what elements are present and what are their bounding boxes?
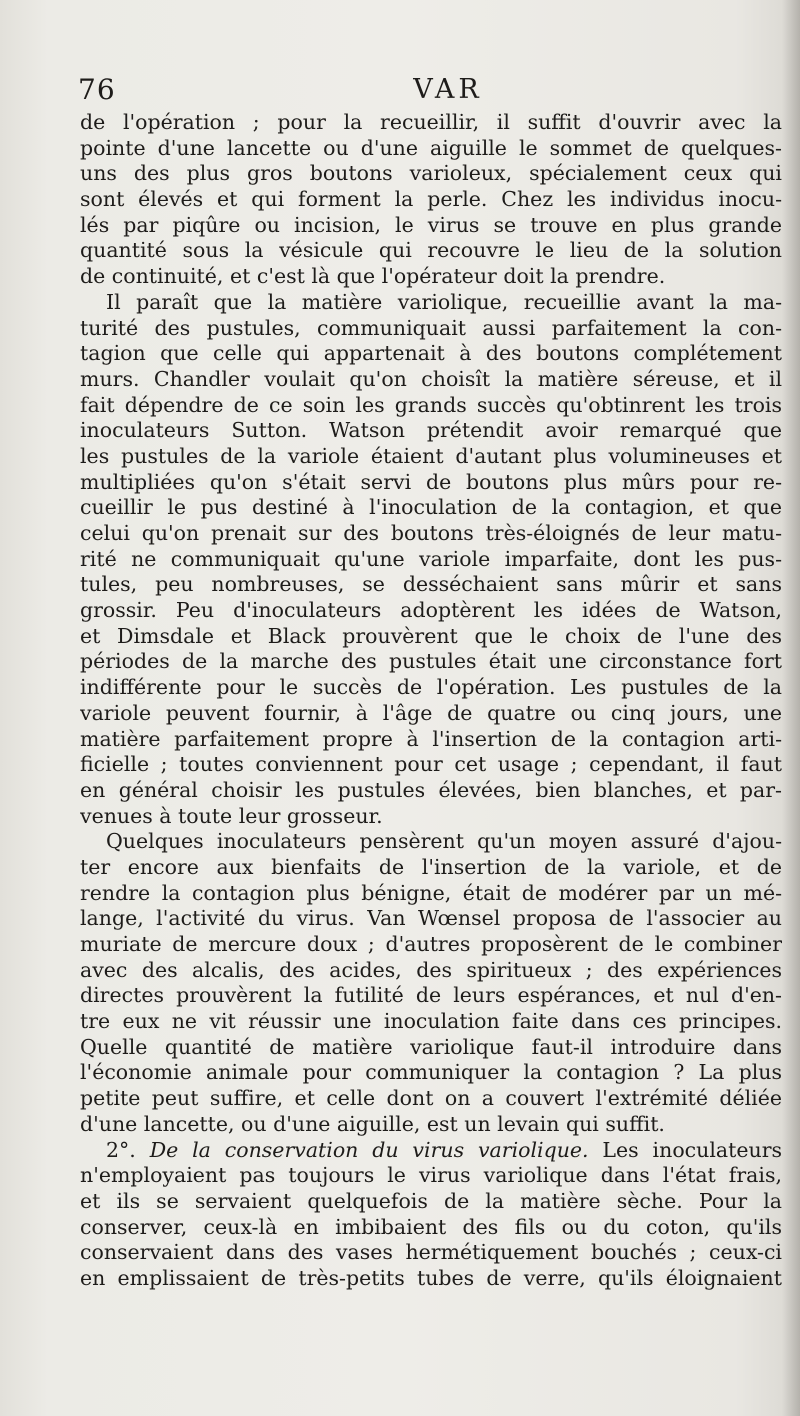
paragraph [80, 1138, 782, 1292]
paragraph [80, 290, 782, 829]
text-line: n'employaient pas toujours le virus variolique dans l'état frais, [80, 1163, 782, 1188]
text-line: et ils se servaient quelquefois de la matière sèche. Pour la [80, 1188, 782, 1213]
section-title: De la conservation du virus variolique. [149, 1137, 589, 1162]
text-line: celui qu'on prenait sur des boutons très-éloignés de leur matu- [80, 521, 782, 545]
text-line: tules, peu nombreuses, se desséchaient sans mûrir et sans [80, 572, 782, 597]
text-line: sont élevés et qui forment la perle. Chez les individus inocu- [80, 187, 782, 212]
section-lead-text: Les inoculateurs [588, 1137, 782, 1162]
text-line: uns des plus gros boutons varioleux, spécialement ceux qui [80, 161, 782, 186]
text-line: muriate de mercure doux ; d'autres proposèrent de le combiner [80, 932, 782, 956]
text-line: pointe d'une lancette ou d'une aiguille le sommet de quelques- [80, 135, 782, 160]
text-line: petite peut suffire, et celle dont on a couvert l'extrémité déliée [80, 1086, 782, 1111]
text-line: tre eux ne vit réussir une inoculation faite dans ces principes. [80, 1009, 782, 1034]
text-line: Il paraît que la matière variolique, recueillie avant la ma- [106, 289, 782, 314]
text-line: turité des pustules, communiquait aussi parfaitement la con- [80, 315, 782, 340]
text-line: cueillir le pus destiné à l'inoculation de la contagion, et que [80, 495, 782, 520]
text-line: grossir. Peu d'inoculateurs adoptèrent les idées de Watson, [80, 598, 782, 623]
text-line: quantité sous la vésicule qui recouvre le lieu de la solution [80, 238, 782, 263]
running-head: VAR [413, 74, 483, 105]
text-line: rendre la contagion plus bénigne, était de modérer par un mé- [80, 880, 782, 905]
text-line: lés par piqûre ou incision, le virus se trouve en plus grande [80, 212, 782, 237]
text-line: ter encore aux bienfaits de l'insertion de la variole, et de [80, 854, 782, 879]
text-line: inoculateurs Sutton. Watson prétendit avoir remarqué que [80, 418, 782, 443]
text-line: de l'opération ; pour la recueillir, il suffit d'ouvrir avec la [80, 110, 782, 134]
text-line: et Dimsdale et Black prouvèrent que le choix de l'une des [80, 623, 782, 648]
text-line: conservaient dans des vases hermétiquement bouchés ; ceux-ci [80, 1240, 782, 1265]
text-line: l'économie animale pour communiquer la contagion ? La plus [80, 1060, 782, 1085]
text-line: Quelques inoculateurs pensèrent qu'un moyen assuré d'ajou- [106, 829, 782, 854]
paragraph [80, 829, 782, 1137]
text-line: tagion que celle qui appartenait à des boutons complétement [80, 341, 782, 366]
text-line: rité ne communiquait qu'une variole imparfaite, dont les pus- [80, 546, 782, 571]
text-line: d'une lancette, ou d'une aiguille, est un levain qui suffit. [80, 1111, 665, 1136]
text-line: variole peuvent fournir, à l'âge de quatre ou cinq jours, une [80, 700, 782, 725]
text-line: les pustules de la variole étaient d'autant plus volumineuses et [80, 443, 782, 468]
section-number: 2°. [106, 1137, 150, 1162]
text-line: fait dépendre de ce soin les grands succès qu'obtinrent les trois [80, 392, 782, 417]
section-heading-line [80, 1138, 782, 1164]
text-line: en général choisir les pustules élevées, bien blanches, et par- [80, 777, 782, 802]
text-line: conserver, ceux-là en imbibaient des fils ou du coton, qu'ils [80, 1214, 782, 1239]
text-line: indifférente pour le succès de l'opération. Les pustules de la [80, 675, 782, 700]
text-line: lange, l'activité du virus. Van Wœnsel proposa de l'associer au [80, 906, 782, 931]
page-number: 76 [78, 73, 116, 106]
text-line: Quelle quantité de matière variolique faut-il introduire dans [80, 1034, 782, 1059]
text-line: directes prouvèrent la futilité de leurs espérances, et nul d'en- [80, 983, 782, 1008]
text-line: en emplissaient de très-petits tubes de verre, qu'ils éloignaient [80, 1265, 782, 1290]
text-line: matière parfaitement propre à l'insertion de la contagion arti- [80, 726, 782, 751]
text-line: murs. Chandler voulait qu'on choisît la matière séreuse, et il [80, 366, 782, 391]
text-line: ficielle ; toutes conviennent pour cet usage ; cependant, il faut [80, 752, 782, 777]
page-gutter-shadow [782, 0, 800, 1416]
text-line: avec des alcalis, des acides, des spiritueux ; des expériences [80, 957, 782, 982]
text-line: périodes de la marche des pustules était une circonstance fort [80, 649, 782, 674]
page-header [78, 70, 778, 114]
paragraph [80, 110, 782, 290]
text-line: venues à toute leur grosseur. [80, 803, 383, 828]
text-line: de continuité, et c'est là que l'opérateur doit la prendre. [80, 264, 666, 289]
body-text [80, 110, 782, 1292]
text-line: multipliées qu'on s'était servi de boutons plus mûrs pour re- [80, 469, 782, 494]
